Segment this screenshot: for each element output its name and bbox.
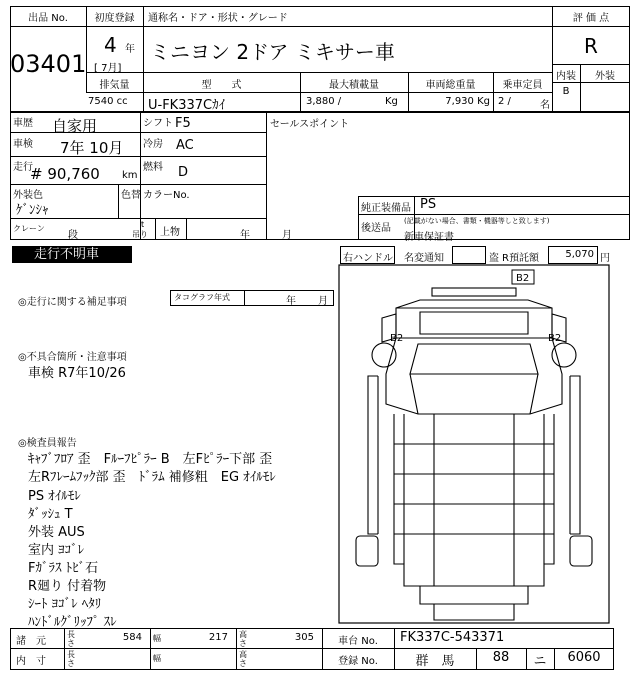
overall-grade: R [584, 34, 598, 58]
truck-diagram [338, 264, 610, 624]
outer-width: 217 [208, 632, 228, 643]
plate-number: 6060 [567, 650, 601, 665]
aircon: AC [176, 138, 194, 153]
crane-tons: t [141, 220, 145, 229]
payload: 3,880 / [306, 96, 342, 107]
sales-point-label: セールスポイント [270, 119, 350, 130]
model: U-FK337Cｶｲ [148, 98, 226, 113]
defect-title: ◎不具合箇所・注意事項 [18, 352, 127, 363]
capacity-unit: 名 [540, 100, 550, 111]
width-label: 幅 [153, 634, 161, 643]
plate-kana: ニ [533, 654, 547, 669]
inspector-line: 外装 AUS [28, 525, 85, 540]
body-year: 年 [240, 230, 250, 241]
warranty-note: (記載がない場合、書類・機器等しと致します) [404, 217, 550, 225]
history: 自家用 [52, 117, 98, 135]
tachograph-label: タコグラフ年式 [174, 293, 230, 302]
displacement: 7540 cc [88, 96, 128, 107]
mileage-label: 走行 [13, 162, 33, 173]
aircon-label: 冷房 [143, 139, 163, 150]
name-change-box [452, 246, 486, 264]
crane-lift: 吊り [132, 230, 148, 239]
color: ｹﾞﾝｼｬ [16, 203, 49, 218]
grade-label: 評 価 点 [572, 13, 610, 24]
tachograph-month: 月 [318, 296, 328, 307]
steering: 右ハンドル [343, 253, 393, 264]
height-label: 高さ [239, 630, 247, 648]
body-label: 上物 [160, 227, 180, 238]
inspector-line: Fｶﾞﾗｽ ﾄﾋﾞ石 [28, 561, 99, 576]
inner-dimensions-label: 内 寸 [16, 656, 46, 667]
inner-width-label: 幅 [153, 654, 161, 663]
plate-region: 群 馬 [415, 654, 455, 669]
mileage: # 90,760 [30, 165, 100, 183]
interior-grade-label: 内装 [556, 71, 576, 82]
color-no-label: カラーNo. [143, 190, 190, 201]
length-label: 長さ [67, 630, 75, 648]
inspection: 7年 10月 [60, 139, 124, 157]
gross-weight: 7,930 Kg [445, 96, 490, 107]
first-reg-month: [ 7月] [94, 63, 122, 74]
interior-grade: B [562, 86, 570, 97]
fuel-label: 燃料 [143, 162, 163, 173]
inspector-line: ﾀﾞｯｼｭ T [28, 507, 73, 522]
exterior-grade-label: 外装 [595, 71, 615, 82]
crane-stages: 段 [68, 230, 78, 241]
outer-dimensions-label: 諸 元 [16, 636, 46, 647]
equipment-label: 純正装備品 [361, 203, 411, 214]
first-reg-label: 初度登録 [94, 13, 135, 24]
inner-height-label: 高さ [239, 650, 247, 668]
outer-height: 305 [294, 632, 314, 643]
gross-weight-label: 車両総重量 [425, 80, 476, 91]
damage-mark: B2 [516, 273, 530, 284]
inspector-title: ◎検査員報告 [18, 438, 77, 449]
lot-number: 03401 [10, 50, 87, 78]
fuel: D [178, 165, 189, 180]
lot-no-label: 出品 No. [28, 13, 68, 24]
chassis-label: 車台 No. [338, 636, 378, 647]
shift-label: シフト [143, 118, 173, 129]
inner-length-label: 長さ [67, 650, 75, 668]
mileage-unit: km [122, 170, 138, 181]
color-change-label: 色替 [121, 190, 141, 201]
crane-label: クレーン [13, 224, 45, 233]
car-name: ミニヨン 2ドア ミキサー車 [150, 40, 395, 64]
car-name-label: 通称名・ドア・形状・グレード [148, 13, 288, 24]
recycle-unit: 円 [600, 253, 610, 264]
chassis-number: FK337C-543371 [400, 630, 505, 645]
recycle-deposit: 5,070 [565, 249, 594, 260]
name-change-label: 名変通知 [404, 253, 444, 264]
plate-label: 登録 No. [338, 656, 378, 667]
history-label: 車歴 [13, 118, 33, 129]
recycle-deposit-label: R預託額 [502, 253, 539, 264]
color-label: 外装色 [13, 190, 43, 201]
year-unit: 年 [125, 44, 135, 55]
payload-unit: Kg [385, 96, 398, 107]
equipment: PS [420, 197, 437, 212]
warranty-item: 新車保証書 [404, 232, 454, 243]
damage-mark: B2 [390, 333, 404, 344]
capacity: 2 / [498, 96, 511, 107]
body-month: 月 [282, 230, 292, 241]
supplement-title: ◎走行に関する補足事項 [18, 297, 127, 308]
displacement-label: 排気量 [99, 80, 130, 91]
inspector-line: 室内 ﾖｺﾞﾚ [28, 543, 85, 558]
inspector-line: ｼｰﾄ ﾖｺﾞﾚ ﾍﾀﾘ [28, 597, 102, 612]
damage-mark: B2 [548, 333, 562, 344]
first-reg-year: 4 [104, 33, 117, 57]
shift: F5 [175, 116, 191, 131]
tax-label: 盗 [489, 253, 499, 264]
inspector-line: PS ｵｲﾙﾓﾚ [28, 489, 81, 504]
tachograph-year: 年 [286, 296, 296, 307]
inspector-line: ﾊﾝﾄﾞﾙｸﾞﾘｯﾌﾟ ｽﾚ [28, 615, 117, 630]
model-label: 型 式 [201, 80, 242, 91]
inspector-line: ｷｬﾌﾞﾌﾛｱ 歪 Fﾙｰﾌﾋﾟﾗｰ B 左Fﾋﾟﾗｰ下部 歪 [28, 452, 273, 467]
payload-label: 最大積載量 [329, 80, 379, 91]
inspector-line: 左Rﾌﾚｰﾑﾌｯｸ部 歪 ﾄﾞﾗﾑ 補修粗 EG ｵｲﾙﾓﾚ [28, 470, 276, 485]
status-badge: 走行不明車 [12, 246, 132, 263]
capacity-label: 乗車定員 [502, 80, 543, 91]
inspection-label: 車検 [13, 139, 33, 150]
outer-length: 584 [122, 632, 142, 643]
inspector-line: R廻り 付着物 [28, 579, 107, 594]
plate-class: 88 [492, 650, 510, 665]
defect-line: 車検 R7年10/26 [28, 366, 126, 381]
warranty-label: 後送品 [361, 223, 391, 234]
